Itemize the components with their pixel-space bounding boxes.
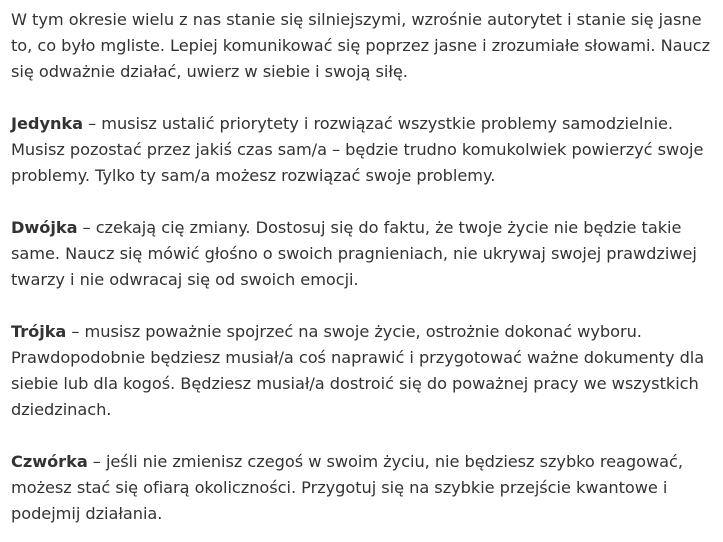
description-dwojka: – czekają cię zmiany. Dostosuj się do faktu, że twoje życie nie będzie takie same. Naucz się mówić głośno o swoich pragnieniach, nie ukrywaj swojej prawdziwej twarzy i nie odwracaj się od swoich emocji. xyxy=(11,218,697,289)
description-czworka: – jeśli nie zmienisz czegoś w swoim życiu, nie będziesz szybko reagować, możesz stać się ofiarą okoliczności. Przygotuj się na szybkie przejście kwantowe i podejmij działania. xyxy=(11,452,683,523)
paragraph-jedynka xyxy=(11,111,711,189)
description-trojka: – musisz poważnie spojrzeć na swoje życie, ostrożnie dokonać wyboru. Prawdopodobnie będziesz musiał/a coś naprawić i przygotować ważne dokumenty dla siebie lub dla kogoś. Będziesz musiał/a dostroić się do poważnej pracy we wszystkich dziedzinach. xyxy=(11,322,705,419)
paragraph-czworka xyxy=(11,449,711,527)
term-trojka: Trójka xyxy=(11,322,67,341)
article-body xyxy=(11,7,711,527)
intro-text: W tym okresie wielu z nas stanie się silniejszymi, wzrośnie autorytet i stanie się jasne to, co było mgliste. Lepiej komunikować się poprzez jasne i zrozumiałe słowami. Naucz się odważnie działać, uwierz w siebie i swoją siłę. xyxy=(11,10,711,81)
paragraph-trojka xyxy=(11,319,711,423)
paragraph-dwojka xyxy=(11,215,711,293)
term-czworka: Czwórka xyxy=(11,452,88,471)
intro-paragraph xyxy=(11,7,711,85)
term-dwojka: Dwójka xyxy=(11,218,78,237)
description-jedynka: – musisz ustalić priorytety i rozwiązać wszystkie problemy samodzielnie. Musisz pozostać przez jakiś czas sam/a – będzie trudno komukolwiek powierzyć swoje problemy. Tylko ty sam/a możesz rozwiązać swoje problemy. xyxy=(11,114,704,185)
term-jedynka: Jedynka xyxy=(11,114,84,133)
